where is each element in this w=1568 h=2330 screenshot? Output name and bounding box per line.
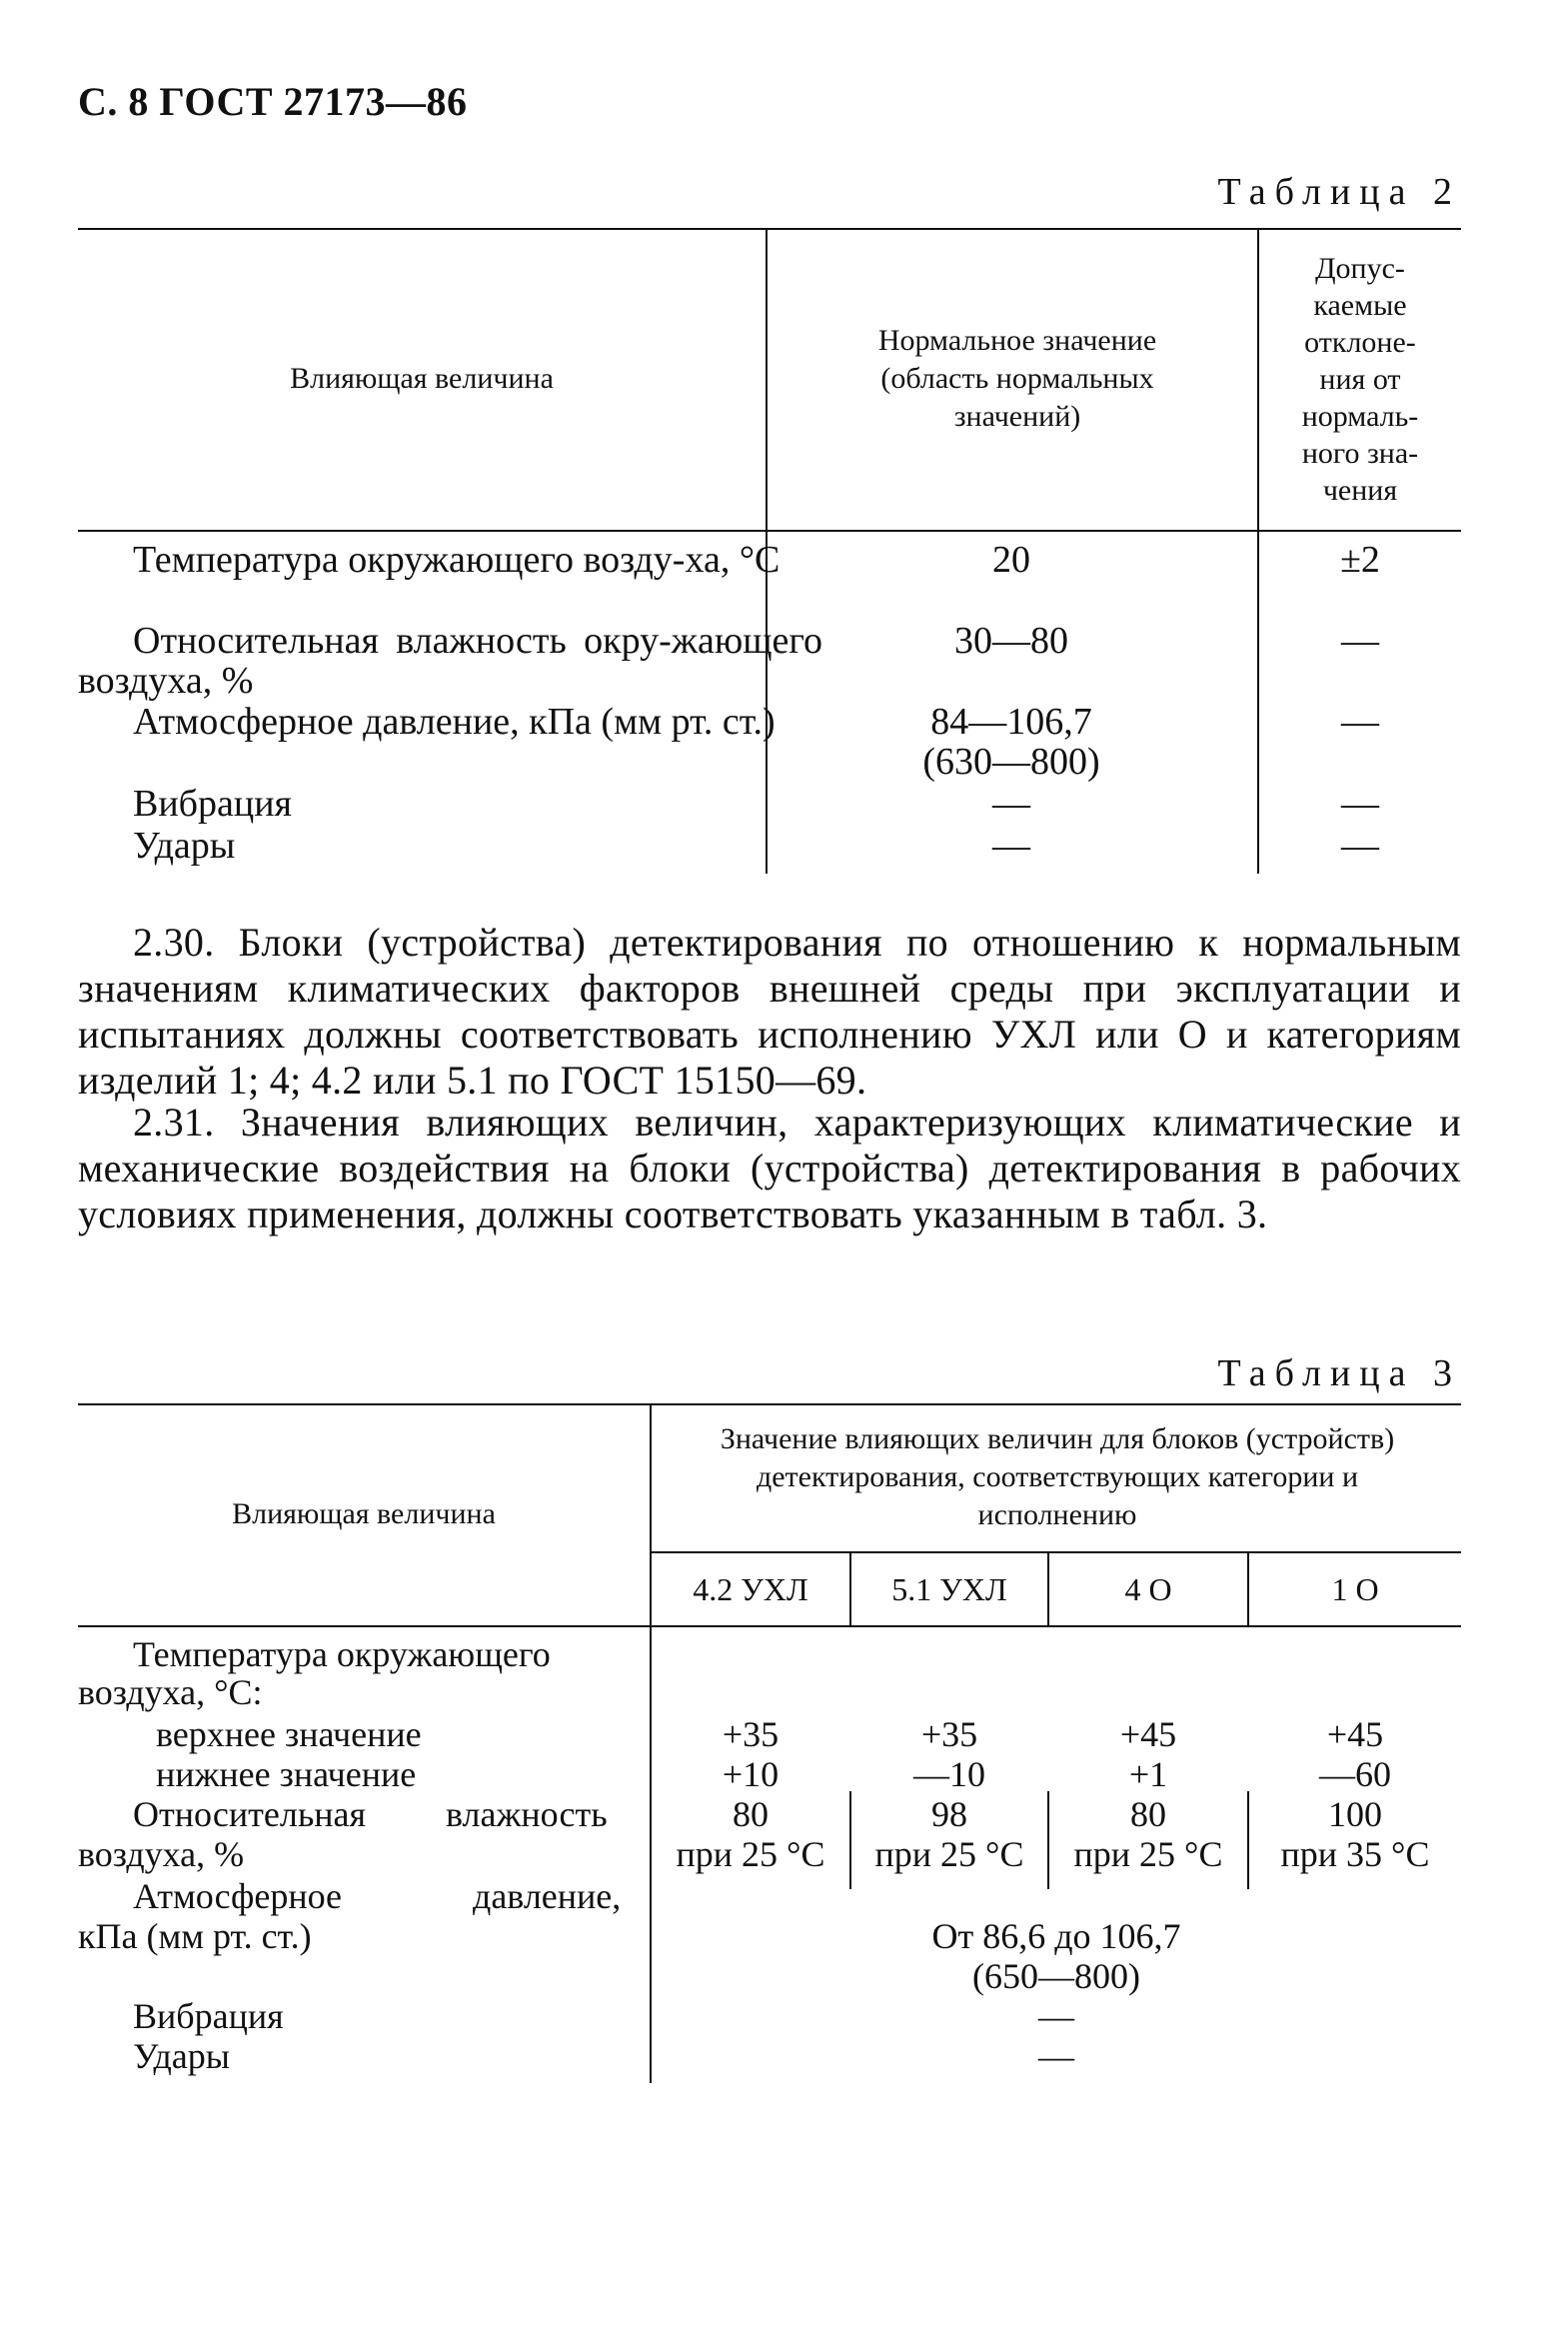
row-normal: — xyxy=(992,825,1030,867)
label-pressure: Атмосферное xyxy=(133,1876,343,1916)
row-param: Температура окружающего возду-ха, °С xyxy=(133,539,781,581)
row-param: Удары xyxy=(133,825,236,867)
table-header-rule xyxy=(78,530,1461,532)
row-normal: — xyxy=(992,783,1030,825)
label-shocks: Удары xyxy=(133,2036,230,2076)
row-deviation: — xyxy=(1341,701,1379,743)
upper-value-cell: +35 xyxy=(722,1714,780,1754)
humidity-condition-cell: при 35 °С xyxy=(1280,1834,1430,1874)
upper-value-cell: +35 xyxy=(920,1714,978,1754)
humidity-value-cell: 98 xyxy=(931,1794,967,1834)
subcolumn-header: 1 О xyxy=(1331,1570,1379,1607)
table-3-header-group: Значение влияющих величин для блоков (устройств) детектирования, соответствующих категории и исполнению xyxy=(720,1422,1395,1531)
subcolumn-header: 5.1 УХЛ xyxy=(891,1570,1007,1607)
table-header-rule xyxy=(78,1625,1461,1627)
lower-value-cell: —10 xyxy=(913,1754,985,1794)
subcolumn-header: 4 О xyxy=(1124,1570,1172,1607)
row-deviation: — xyxy=(1341,825,1379,867)
table-3-header-param: Влияющая величина xyxy=(232,1497,496,1530)
pressure-value-cell-cont: (650—800) xyxy=(972,1956,1140,1996)
table-3-caption: Таблица 3 xyxy=(1217,1352,1461,1394)
humidity-value-cell: 80 xyxy=(1130,1794,1166,1834)
row-param: Вибрация xyxy=(133,783,293,825)
label-humidity-word: влажность xyxy=(446,1794,608,1834)
vibration-value-cell: — xyxy=(1038,1996,1074,2036)
humidity-condition-cell: при 25 °С xyxy=(676,1834,825,1874)
subcolumn-header: 4.2 УХЛ xyxy=(693,1570,808,1607)
table-2-header-deviation: Допус- каемые отклоне- ния от нормаль- ного зна- чения xyxy=(1301,251,1419,507)
paragraph-2-31: 2.31. Значения влияющих величин, характеризующих климатические и механические воздействия на блоки (устройства) детектирования в рабочих условиях применения, должны соответствовать указанным в табл. 3. xyxy=(78,1100,1461,1236)
table-3 xyxy=(78,1403,1461,2083)
row-deviation: ±2 xyxy=(1340,539,1380,581)
row-normal: 30—80 xyxy=(954,620,1068,662)
paragraph-2-30: 2.30. Блоки (устройства) детектирования по отношению к нормальным значениям климатических факторов внешней среды при эксплуатации и испытаниях должны соответствовать исполнению УХЛ или О и категориям изделий 1; 4; 4.2 или 5.1 по ГОСТ 15150—69. xyxy=(78,920,1461,1103)
shocks-value-cell: — xyxy=(1038,2036,1074,2076)
label-temperature: Температура окружающего xyxy=(133,1634,551,1674)
label-humidity-cont: воздуха, % xyxy=(78,1834,245,1874)
humidity-value-cell: 100 xyxy=(1328,1794,1382,1834)
upper-value-cell: +45 xyxy=(1119,1714,1177,1754)
label-pressure-cont: кПа (мм рт. ст.) xyxy=(78,1916,312,1956)
table-2-caption: Таблица 2 xyxy=(1217,171,1461,213)
row-normal: 20 xyxy=(992,539,1030,581)
humidity-condition-cell: при 25 °С xyxy=(1073,1834,1223,1874)
table-2-header-param: Влияющая величина xyxy=(290,362,554,395)
row-deviation: — xyxy=(1341,783,1379,825)
pressure-value-cell: От 86,6 до 106,7 xyxy=(931,1916,1181,1956)
row-param: Атмосферное давление, кПа (мм рт. ст.) xyxy=(133,701,776,743)
page-header: С. 8 ГОСТ 27173—86 xyxy=(78,79,468,124)
table-2 xyxy=(78,228,1461,874)
lower-value-cell: +1 xyxy=(1128,1754,1168,1794)
label-pressure-word: давление, xyxy=(473,1876,622,1916)
label-temperature-cont: воздуха, °С: xyxy=(78,1672,263,1712)
lower-value-cell: +10 xyxy=(722,1754,780,1794)
label-lower-value: нижнее значение xyxy=(156,1754,417,1794)
table-2-header-normal: Нормальное значение (область нормальных значений) xyxy=(877,324,1157,433)
humidity-value-cell: 80 xyxy=(733,1794,769,1834)
row-deviation: — xyxy=(1341,620,1379,662)
label-humidity: Относительная xyxy=(133,1794,367,1834)
label-upper-value: верхнее значение xyxy=(156,1714,422,1754)
label-vibration: Вибрация xyxy=(133,1996,284,2036)
row-normal: 84—106,7 (630—800) xyxy=(922,701,1100,783)
lower-value-cell: —60 xyxy=(1319,1754,1391,1794)
humidity-condition-cell: при 25 °С xyxy=(874,1834,1024,1874)
row-param: Относительная влажность окру-жающего воздуха, % xyxy=(78,620,822,702)
upper-value-cell: +45 xyxy=(1326,1714,1384,1754)
